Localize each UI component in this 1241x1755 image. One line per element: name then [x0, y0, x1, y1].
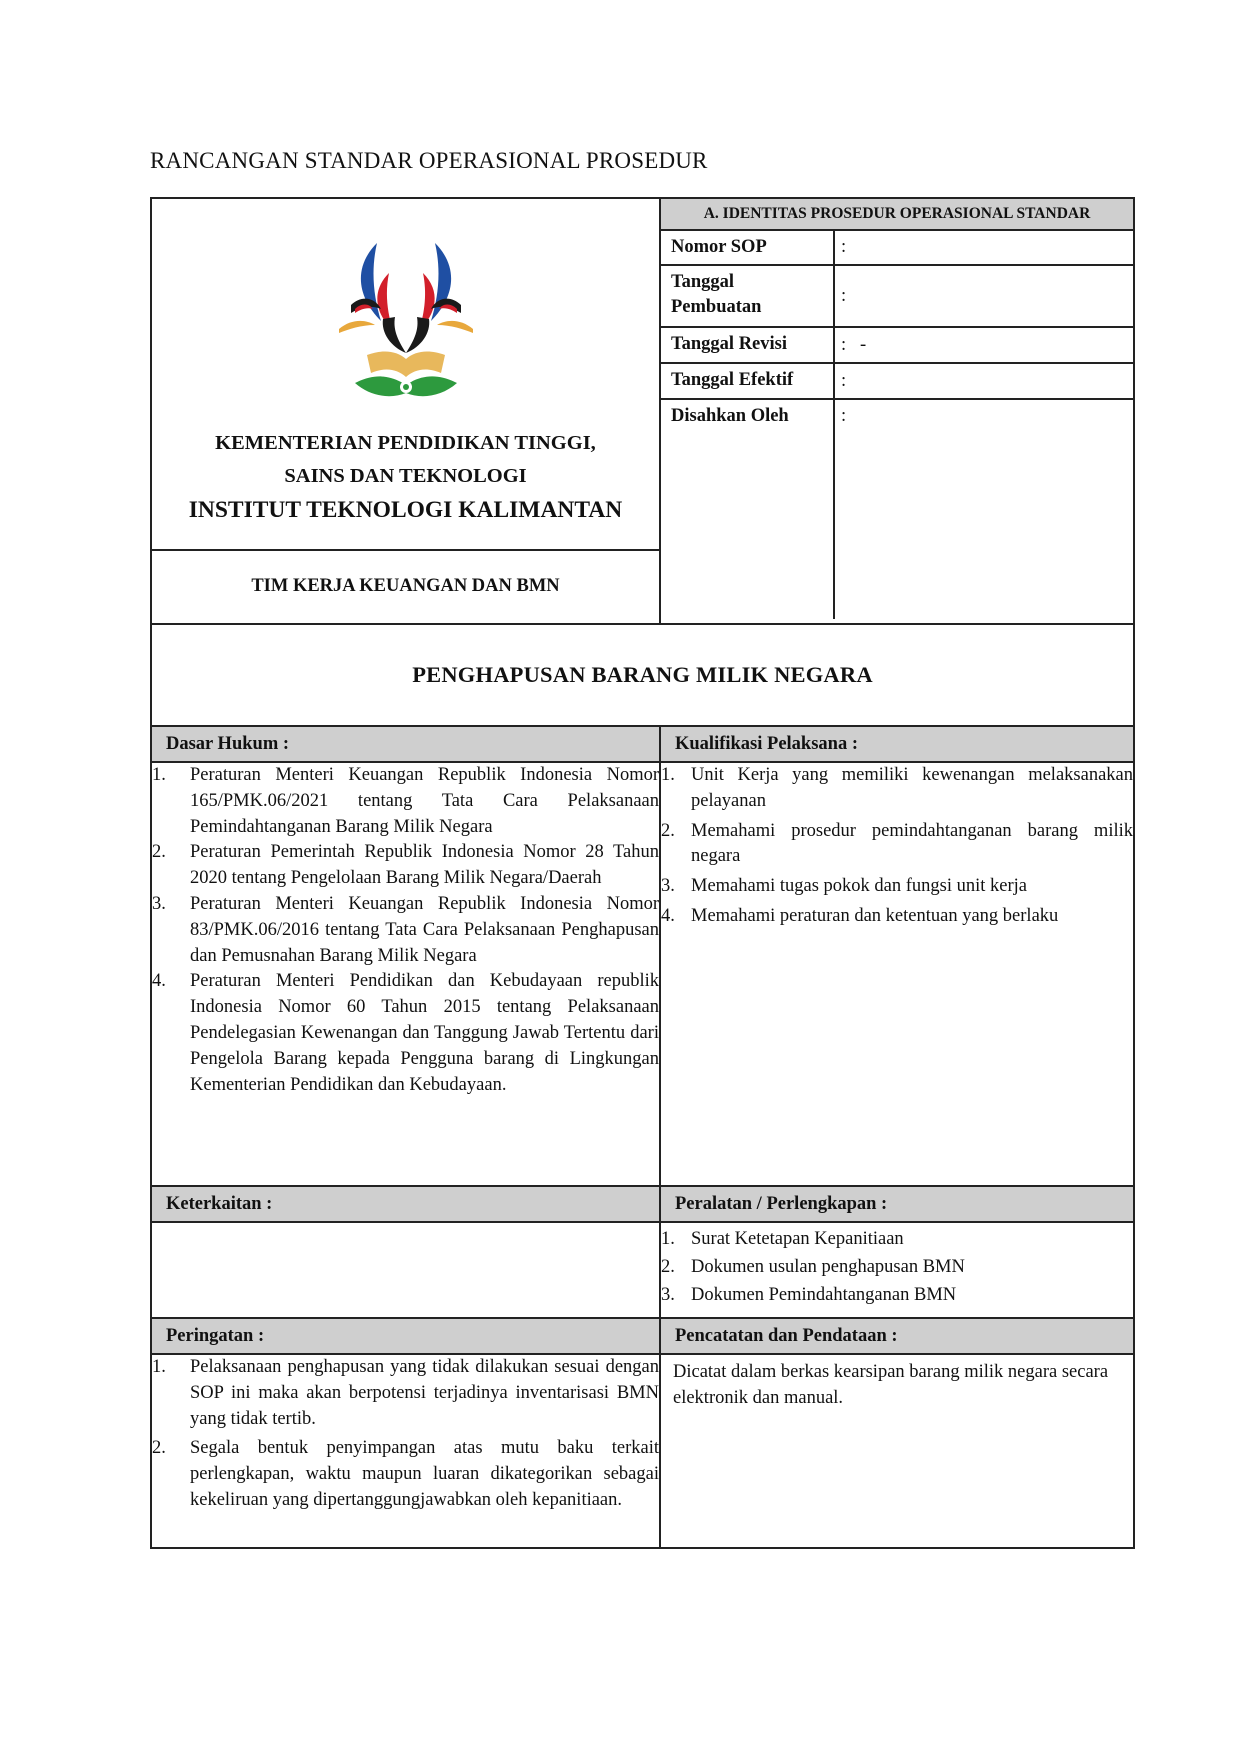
- item-text: Unit Kerja yang memiliki kewenangan melaksanakan pelayanan: [691, 765, 1133, 811]
- keterkaitan-body: [152, 1223, 661, 1317]
- list-item: [661, 904, 1133, 930]
- item-text: Dokumen Pemindahtanganan BMN: [691, 1284, 957, 1305]
- item-text: Peraturan Menteri Keuangan Republik Indonesia Nomor 83/PMK.06/2016 tentang Tata Cara Pelaksanaan Penghapusan dan Pemusnahan Barang Milik Negara: [190, 893, 659, 966]
- identity-label: Tanggal Revisi: [661, 328, 835, 362]
- identity-block: [661, 199, 1133, 623]
- kualifikasi-heading: Kualifikasi Pelaksana :: [661, 727, 1133, 761]
- list-item: [152, 892, 659, 969]
- identity-value: :: [841, 237, 847, 257]
- item-number: 2.: [152, 1438, 166, 1459]
- identity-label: Nomor SOP: [661, 231, 835, 264]
- item-number: 3.: [661, 876, 675, 897]
- dasar-hukum-body: [152, 763, 661, 1185]
- item-number: 3.: [152, 893, 166, 914]
- list-item: [661, 874, 1133, 900]
- item-number: 1.: [661, 765, 675, 785]
- identity-value: :: [841, 370, 847, 391]
- list-item: [661, 1283, 1133, 1309]
- identity-label: Disahkan Oleh: [661, 400, 835, 619]
- item-text: Memahami peraturan dan ketentuan yang berlaku: [691, 905, 1059, 926]
- item-number: 1.: [661, 1229, 675, 1249]
- identity-value: : -: [841, 334, 867, 355]
- procedure-title: PENGHAPUSAN BARANG MILIK NEGARA: [152, 623, 1133, 725]
- identity-value: :: [841, 406, 847, 426]
- item-number: 1.: [152, 765, 166, 785]
- section-head-row: [152, 725, 1133, 761]
- identity-row-tanggal-efektif: [661, 364, 1133, 400]
- list-item: [152, 1436, 659, 1513]
- item-text: Peraturan Menteri Pendidikan dan Kebudayaan republik Indonesia Nomor 60 Tahun 2015 tentang Pelaksanaan Pendelegasian Kewenangan dan Tanggung Jawab Tertentu dari Pengelola Barang kepada Pengguna barang di Lingkungan Kementerian Pendidikan dan Kebudayaan.: [190, 971, 659, 1095]
- list-item: [152, 840, 659, 892]
- itk-hornbill-emblem-icon: [152, 199, 659, 405]
- ministry-line-1: KEMENTERIAN PENDIDIKAN TINGGI,: [215, 432, 596, 454]
- header-row: [152, 199, 1133, 623]
- peringatan-heading: Peringatan :: [152, 1319, 661, 1353]
- section-body-row: [152, 1221, 1133, 1317]
- peringatan-body: [152, 1355, 661, 1547]
- list-item: [661, 763, 1133, 815]
- item-number: 2.: [661, 1256, 675, 1277]
- item-text: Dokumen usulan penghapusan BMN: [691, 1256, 965, 1277]
- identity-row-tanggal-pembuatan: [661, 266, 1133, 328]
- item-text: Memahami tugas pokok dan fungsi unit kerja: [691, 876, 1028, 897]
- item-number: 2.: [661, 820, 675, 841]
- logo-cell: [152, 199, 659, 551]
- item-text: Surat Ketetapan Kepanitiaan: [691, 1229, 904, 1249]
- peralatan-heading: Peralatan / Perlengkapan :: [661, 1187, 1133, 1221]
- item-text: Pelaksanaan penghapusan yang tidak dilakukan sesuai dengan SOP ini maka akan berpotensi terjadinya inventarisasi BMN yang tidak tertib.: [190, 1357, 659, 1429]
- list-item: [152, 969, 659, 1098]
- kualifikasi-body: [661, 763, 1133, 1185]
- item-text: Memahami prosedur pemindahtanganan barang milik negara: [691, 820, 1133, 867]
- identity-row-nomor-sop: [661, 231, 1133, 266]
- keterkaitan-heading: Keterkaitan :: [152, 1187, 661, 1221]
- list-item: [661, 1255, 1133, 1281]
- section-body-row: [152, 761, 1133, 1185]
- list-item: [661, 819, 1133, 871]
- item-number: 1.: [152, 1357, 166, 1377]
- sop-table: [150, 197, 1135, 1549]
- item-text: Peraturan Pemerintah Republik Indonesia Nomor 28 Tahun 2020 tentang Pengelolaan Barang Milik Negara/Daerah: [190, 842, 659, 889]
- identity-value: :: [841, 285, 847, 306]
- item-number: 2.: [152, 842, 166, 863]
- item-text: Segala bentuk penyimpangan atas mutu baku terkait perlengkapan, waktu maupun luaran dikategorikan sebagai kekeliruan yang dipertanggungjawabkan oleh kepanitiaan.: [190, 1438, 659, 1510]
- identity-label: Tanggal Pembuatan: [661, 266, 835, 326]
- list-item: [152, 763, 659, 840]
- ministry-line-2: SAINS DAN TEKNOLOGI: [284, 465, 527, 487]
- peralatan-body: [661, 1223, 1133, 1317]
- item-number: 3.: [661, 1284, 675, 1305]
- identity-row-tanggal-revisi: [661, 328, 1133, 364]
- identity-row-disahkan-oleh: [661, 400, 1133, 619]
- item-text: Peraturan Menteri Keuangan Republik Indonesia Nomor 165/PMK.06/2021 tentang Tata Cara Pelaksanaan Pemindahtanganan Barang Milik Negara: [190, 765, 659, 837]
- institution-block: [152, 199, 661, 623]
- list-item: [152, 1355, 659, 1432]
- list-item: [661, 1227, 1133, 1253]
- section-head-row: [152, 1317, 1133, 1353]
- team-name: TIM KERJA KEUANGAN DAN BMN: [251, 575, 560, 596]
- item-number: 4.: [661, 905, 675, 926]
- pencatatan-heading: Pencatatan dan Pendataan :: [661, 1319, 1133, 1353]
- dasar-hukum-heading: Dasar Hukum :: [152, 727, 661, 761]
- institute-name: INSTITUT TEKNOLOGI KALIMANTAN: [188, 497, 623, 523]
- item-number: 4.: [152, 971, 166, 992]
- identity-heading: A. IDENTITAS PROSEDUR OPERASIONAL STANDAR: [661, 199, 1133, 231]
- section-body-row: [152, 1353, 1133, 1547]
- pencatatan-body: Dicatat dalam berkas kearsipan barang milik negara secara elektronik dan manual.: [673, 1362, 1109, 1408]
- document-title: RANCANGAN STANDAR OPERASIONAL PROSEDUR: [150, 148, 708, 173]
- section-head-row: [152, 1185, 1133, 1221]
- identity-label: Tanggal Efektif: [661, 364, 835, 398]
